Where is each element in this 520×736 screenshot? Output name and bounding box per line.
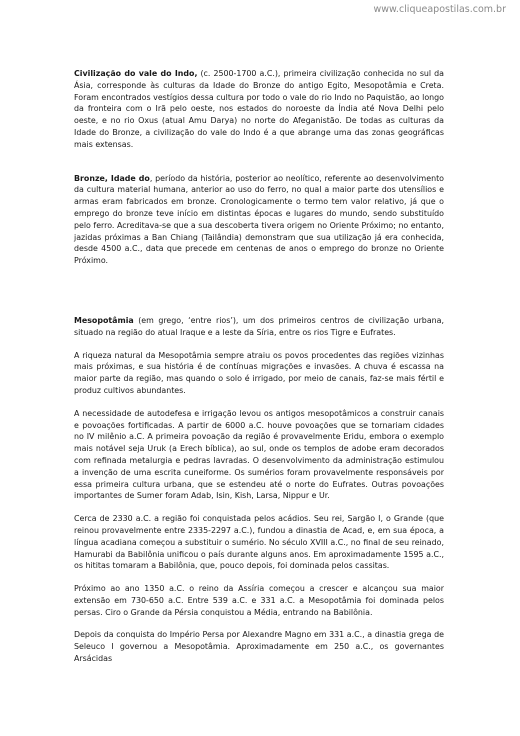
paragraph-assiria: Próximo ao ano 1350 a.C. o reino da Assíria começou a crescer e alcançou sua maior extensão em 730-650 a.C. Entre 539 a.C. e 331 a.C. a Mesopotâmia foi dominada pelos persas. Ciro o Grande da Pérsia conquistou a Média, entrando na Babilônia. bbox=[74, 584, 444, 617]
term-indo: Civilização do vale do Indo, bbox=[74, 69, 198, 78]
paragraph-acadios: Cerca de 2330 a.C. a região foi conquistada pelos acádios. Seu rei, Sargão I, o Grande (que reinou provavelmente entre 2335-2297 a.C.), fundou a dinastia de Acad, e, em sua época, a língua acadiana começou a substituir o sumério. No século XVIII a.C., no final de seu reinado, Hamurabi da Babilônia unificou o país durante alguns anos. Em aproximadamente 1595 a.C., os hititas tomaram a Babilônia, que, pouco depois, foi dominada pelos cassitas. bbox=[74, 514, 444, 571]
paragraph-defesa: A necessidade de autodefesa e irrigação levou os antigos mesopotâmicos a construir canais e povoações fortificadas. A partir de 6000 a.C. houve povoações que se tornariam cidades no IV milênio a.C. A primeira povoação da região é provavelmente Eridu, embora o exemplo mais notável seja Uruk (a Erech bíblica), ao sul, onde os templos de adobe eram decorados com refinada metalurgia e pedras lavradas. O desenvolvimento da administração estimulou a invenção de uma escrita cuneiforme. Os sumérios foram provavelmente responsáveis por essa primeira cultura urbana, que se estendeu até o norte do Eufrates. Outras povoações importantes de Sumer foram Adab, Isin, Kish, Larsa, Nippur e Ur. bbox=[74, 408, 444, 501]
term-mesopotamia: Mesopotâmia bbox=[74, 315, 134, 325]
site-url: www.cliqueapostilas.com.br bbox=[373, 4, 506, 15]
text-bronze: , período da história, posterior ao neolítico, referente ao desenvolvimento da cultura material humana, anterior ao uso do ferro, no qual a maior parte dos utensílios e armas eram fabricados em bronze. Cronologicamente o termo tem valor relativo, já que o emprego do bronze teve início em distintas épocas e lugares do mundo, sendo substituído pelo ferro. Acreditava-se que a sua descoberta tivera origem no Oriente Próximo; no entanto, jazidas próximas a Ban Chiang (Tailândia) demonstram que sua utilização já era conhecida, desde 4500 a.C., data que precede em centenas de anos o emprego do bronze no Oriente Próximo. bbox=[74, 173, 445, 266]
document-body bbox=[74, 68, 444, 665]
term-bronze: Bronze, Idade do bbox=[74, 173, 150, 183]
paragraph-indo bbox=[74, 68, 444, 151]
paragraph-persa: Depois da conquista do Império Persa por Alexandre Magno em 331 a.C., a dinastia grega de Seleuco I governou a Mesopotâmia. Aproximadamente em 250 a.C., os governantes Arsácidas bbox=[74, 630, 444, 664]
text-indo: (c. 2500-1700 a.C.), primeira civilização conhecida no sul da Ásia, corresponde às culturas da Idade do Bronze do antigo Egito, Mesopotâmia e Creta. Foram encontrados vestígios dessa cultura por todo o vale do rio Indo no Paquistão, ao longo da fronteira com o Irã pelo oeste, nos estados do noroeste da Índia até Nova Delhi pelo oeste, e no rio Oxus (atual Amu Darya) no norte do Afeganistão. De todas as culturas da Idade do Bronze, a civilização do vale do Indo é a que abrange uma das zonas geográficas mais extensas. bbox=[74, 69, 444, 149]
text-mesopotamia: (em grego, ‘entre rios’), um dos primeiros centros de civilização urbana, situado na região do atual Iraque e a leste da Síria, entre os rios Tigre e Eufrates. bbox=[74, 315, 444, 337]
paragraph-bronze bbox=[74, 173, 444, 267]
paragraph-mesopotamia bbox=[74, 315, 444, 339]
paragraph-riqueza: A riqueza natural da Mesopotâmia sempre atraiu os povos procedentes das regiões vizinhas mais próximas, e sua história é de contínuas migrações e invasões. A chuva é escassa na maior parte da região, mas quando o solo é irrigado, por meio de canais, faz-se mais fértil e produz cultivos abundantes. bbox=[74, 350, 444, 395]
